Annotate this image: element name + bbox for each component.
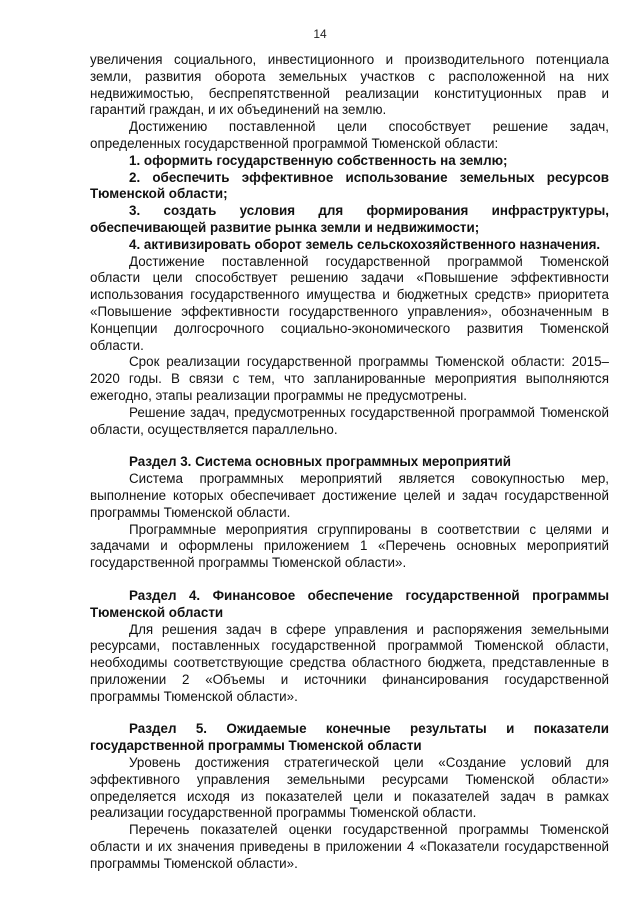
document-body	[90, 52, 609, 873]
paragraph: Перечень показателей оценки государственной программы Тюменской области и их значения приведены в приложении 4 «Показатели государственной программы Тюменской области».	[90, 822, 609, 871]
paragraph: Программные мероприятия сгруппированы в соответствии с целями и задачами и оформлены приложением 1 «Перечень основных мероприятий государственной программы Тюменской области».	[90, 521, 609, 571]
paragraph: Для решения задач в сфере управления и распоряжения земельными ресурсами, поставленных государственной программой Тюменской области, необходимы соответствующие средства областного бюджета, представленные в приложении 2 «Объемы и источники финансирования государственной программы Тюменской области».	[90, 621, 609, 704]
task-item-1: 1. оформить государственную собственность на землю;	[129, 152, 508, 168]
paragraph: Уровень достижения стратегической цели «Создание условий для эффективного управления земельными ресурсами Тюменской области» определяется исходя из показателей цели и показателей задач в рамках реализации государственной программы Тюменской области.	[90, 755, 609, 821]
task-item-4: 4. активизировать оборот земель сельскохозяйственного назначения.	[129, 236, 601, 252]
paragraph: Решение задач, предусмотренных государственной программой Тюменской области, осуществляется параллельно.	[90, 404, 609, 437]
section-heading-5: Раздел 5. Ожидаемые конечные результаты и показатели государственной программы Тюменской области	[90, 721, 609, 754]
paragraph: Срок реализации государственной программы Тюменской области: 2015–2020 годы. В связи с тем, что запланированные мероприятия выполняются ежегодно, этапы реализации программы не предусмотрены.	[90, 354, 609, 403]
section-heading-3: Раздел 3. Система основных программных мероприятий	[129, 454, 511, 470]
paragraph: увеличения социального, инвестиционного и производительного потенциала земли, развития оборота земельных участков с расположенной на них недвижимостью, беспрепятственной реализации конституционных прав и гарантий граждан, и их объединений на землю.	[90, 52, 609, 118]
paragraph: Достижение поставленной государственной программой Тюменской области цели способствует решению задачи «Повышение эффективности использования государственного имущества и бюджетных средств» приоритета «Повышение эффективности государственного управления», обозначенным в Концепции долгосрочного социально-экономического развития Тюменской области.	[90, 253, 609, 353]
paragraph: Система программных мероприятий является совокупностью мер, выполнение которых обеспечивает достижение целей и задач государственной программы Тюменской области.	[90, 471, 609, 520]
page-number: 14	[313, 27, 327, 41]
section-heading-4: Раздел 4. Финансовое обеспечение государственной программы Тюменской области	[90, 587, 609, 620]
task-item-2: 2. обеспечить эффективное использование земельных ресурсов Тюменской области;	[90, 169, 609, 202]
paragraph: Достижению поставленной цели способствует решение задач, определенных государственной программой Тюменской области:	[90, 119, 609, 151]
task-item-3: 3. создать условия для формирования инфраструктуры, обеспечивающей развитие рынка земли и недвижимости;	[90, 203, 609, 235]
